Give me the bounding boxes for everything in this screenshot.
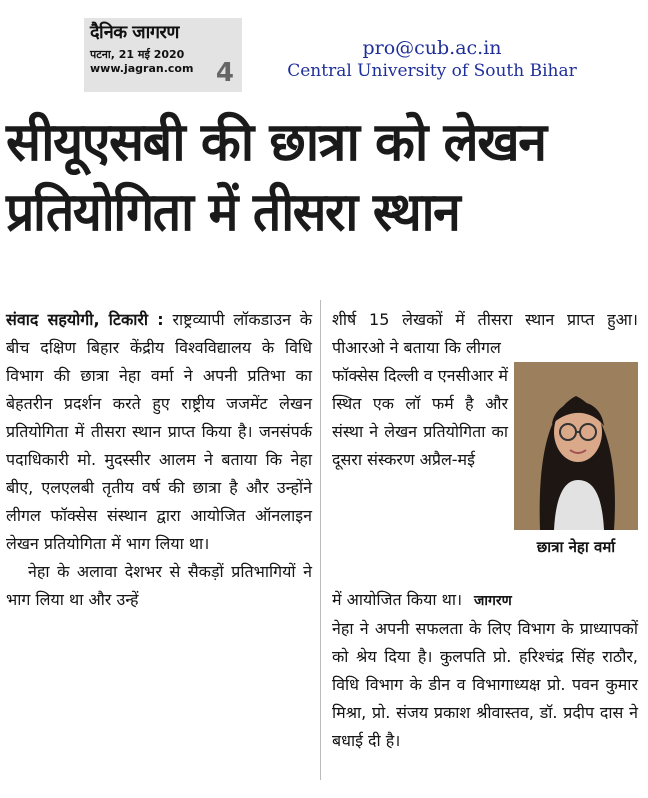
article-paragraph-4: नेहा ने अपनी सफलता के लिए विभाग के प्राध्यापकों को श्रेय दिया है। कुलपति प्रो. हरिश्चंद्र सिंह राठौर, विधि विभाग के डीन व विभागाध्यक्ष प्रो. पवन कुमार मिश्रा, प्रो. संजय प्रकाश श्रीवास्तव, डॉ. प्रदीप दास ने बधाई दी है। — [332, 619, 638, 750]
contact-email: pro@cub.ac.in — [362, 37, 502, 59]
page-number: 4 — [215, 58, 234, 88]
portrait-illustration — [514, 362, 638, 530]
headline-line-2: प्रतियोगिता में तीसरा स्थान — [6, 182, 460, 243]
contact-block — [262, 36, 602, 82]
article-column-2-wrap: फॉक्सेस दिल्ली व एनसीआर में स्थित एक लॉ फर्म है और संस्था ने लेखन प्रतियोगिता का दूसरा संस्करण अप्रैल-मई — [332, 366, 508, 469]
headline-line-1: सीयूएसबी की छात्रा को लेखन — [6, 112, 546, 173]
photo-credit: जागरण — [474, 593, 512, 609]
article-paragraph-3 — [332, 586, 638, 615]
column-divider — [320, 300, 321, 780]
headline — [6, 112, 642, 244]
article-column-2-top: शीर्ष 15 लेखकों में तीसरा स्थान प्राप्त हुआ। पीआरओ ने बताया कि लीगल — [332, 310, 638, 357]
photo-caption: छात्रा नेहा वर्मा — [536, 538, 616, 556]
student-photo — [514, 362, 638, 530]
article-column-2-bottom — [332, 586, 638, 755]
dateline: संवाद सहयोगी, टिकारी : — [6, 310, 164, 329]
article-paragraph-2: नेहा के अलावा देशभर से सैकड़ों प्रतिभागियों ने भाग लिया था और उन्हें — [6, 562, 312, 609]
newspaper-website: www.jagran.com — [90, 62, 194, 75]
col2-line-end: में आयोजित किया था। — [332, 590, 463, 609]
edition-date: पटना, 21 मई 2020 — [90, 48, 185, 61]
newspaper-masthead — [84, 18, 242, 92]
article-column-1 — [6, 306, 312, 614]
paragraph-1-text: राष्ट्रव्यापी लॉकडाउन के बीच दक्षिण बिहार केंद्रीय विश्वविद्यालय के विधि विभाग की छात्रा नेहा वर्मा ने अपनी प्रतिभा का बेहतरीन प्रदर्शन करते हुए राष्ट्रीय जजमेंट लेखन प्रतियोगिता में तीसरा स्थान प्राप्त किया है। जनसंपर्क पदाधिकारी मो. मुदस्सीर आलम ने बताया कि नेहा बीए, एलएलबी तृतीय वर्ष की छात्रा है और उन्होंने लीगल फॉक्सेस संस्थान द्वारा आयोजित ऑनलाइन लेखन प्रतियोगिता में भाग लिया था। — [6, 310, 312, 553]
university-name: Central University of South Bihar — [287, 61, 577, 81]
article-paragraph-1 — [6, 306, 312, 558]
newspaper-name: दैनिक जागरण — [90, 22, 179, 43]
